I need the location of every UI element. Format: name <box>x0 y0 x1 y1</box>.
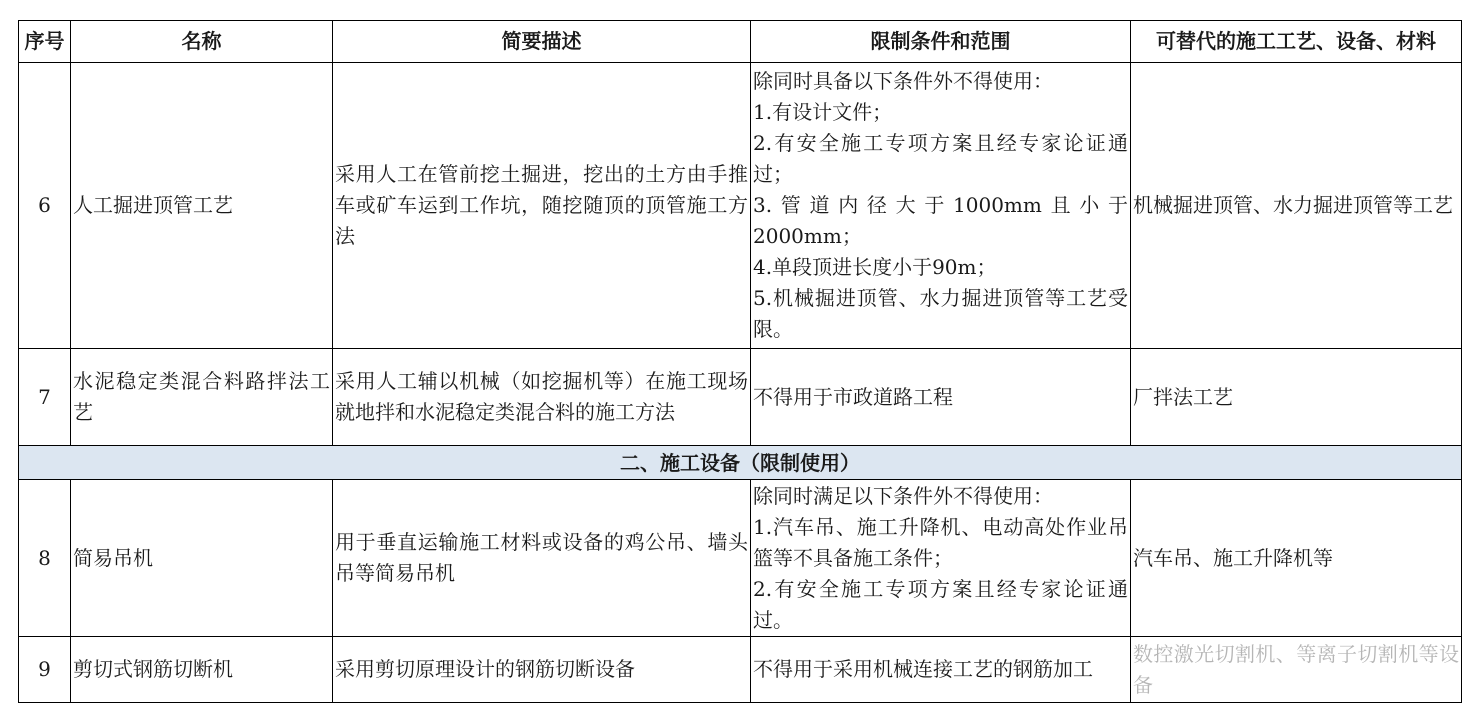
row-alt: 机械掘进顶管、水力掘进顶管等工艺 <box>1131 63 1462 349</box>
cond-line: 5.机械掘进顶管、水力掘进顶管等工艺受限。 <box>753 286 1128 341</box>
cond-line: 不得用于市政道路工程 <box>753 384 953 409</box>
header-cond: 限制条件和范围 <box>751 21 1131 63</box>
restriction-table <box>18 20 1462 703</box>
section-title: 二、施工设备（限制使用） <box>19 446 1462 480</box>
row-desc: 用于垂直运输施工材料或设备的鸡公吊、墙头吊等简易吊机 <box>333 480 751 637</box>
table-row <box>19 63 1462 349</box>
header-alt: 可替代的施工工艺、设备、材料 <box>1131 21 1462 63</box>
row-desc: 采用人工在管前挖土掘进，挖出的土方由手推车或矿车运到工作坑，随挖随顶的顶管施工方法 <box>333 63 751 349</box>
cond-line: 1.汽车吊、施工升降机、电动高处作业吊篮等不具备施工条件； <box>753 514 1128 570</box>
cond-line: 除同时满足以下条件外不得使用： <box>753 483 1053 508</box>
row-name: 简易吊机 <box>71 480 333 637</box>
section-row <box>19 446 1462 480</box>
row-name: 水泥稳定类混合料路拌法工艺 <box>71 349 333 446</box>
table-row <box>19 480 1462 637</box>
table-row <box>19 349 1462 446</box>
row-alt: 厂拌法工艺 <box>1131 349 1462 446</box>
row-name: 人工掘进顶管工艺 <box>71 63 333 349</box>
row-cond <box>751 349 1131 446</box>
row-cond <box>751 63 1131 349</box>
row-no: 6 <box>19 63 71 349</box>
cond-line: 1.有设计文件； <box>753 100 893 124</box>
cond-line: 3.管道内径大于1000mm且小于2000mm； <box>753 193 1128 248</box>
header-desc: 简要描述 <box>333 21 751 63</box>
header-row <box>19 21 1462 63</box>
row-cond <box>751 637 1131 703</box>
row-no: 7 <box>19 349 71 446</box>
header-no: 序号 <box>19 21 71 63</box>
row-no: 9 <box>19 637 71 703</box>
cond-line: 除同时具备以下条件外不得使用： <box>753 69 1053 93</box>
cond-line: 2.有安全施工专项方案且经专家论证通过； <box>753 131 1128 186</box>
row-alt: 汽车吊、施工升降机等 <box>1131 480 1462 637</box>
row-name: 剪切式钢筋切断机 <box>71 637 333 703</box>
row-desc: 采用人工辅以机械（如挖掘机等）在施工现场就地拌和水泥稳定类混合料的施工方法 <box>333 349 751 446</box>
table-row <box>19 637 1462 703</box>
row-cond <box>751 480 1131 637</box>
cond-line: 2.有安全施工专项方案且经专家论证通过。 <box>753 576 1128 632</box>
row-desc: 采用剪切原理设计的钢筋切断设备 <box>333 637 751 703</box>
row-alt: 数控激光切割机、等离子切割机等设备 <box>1131 637 1462 703</box>
cond-line: 4.单段顶进长度小于90m； <box>753 255 997 279</box>
cond-line: 不得用于采用机械连接工艺的钢筋加工 <box>753 657 1093 681</box>
row-no: 8 <box>19 480 71 637</box>
header-name: 名称 <box>71 21 333 63</box>
